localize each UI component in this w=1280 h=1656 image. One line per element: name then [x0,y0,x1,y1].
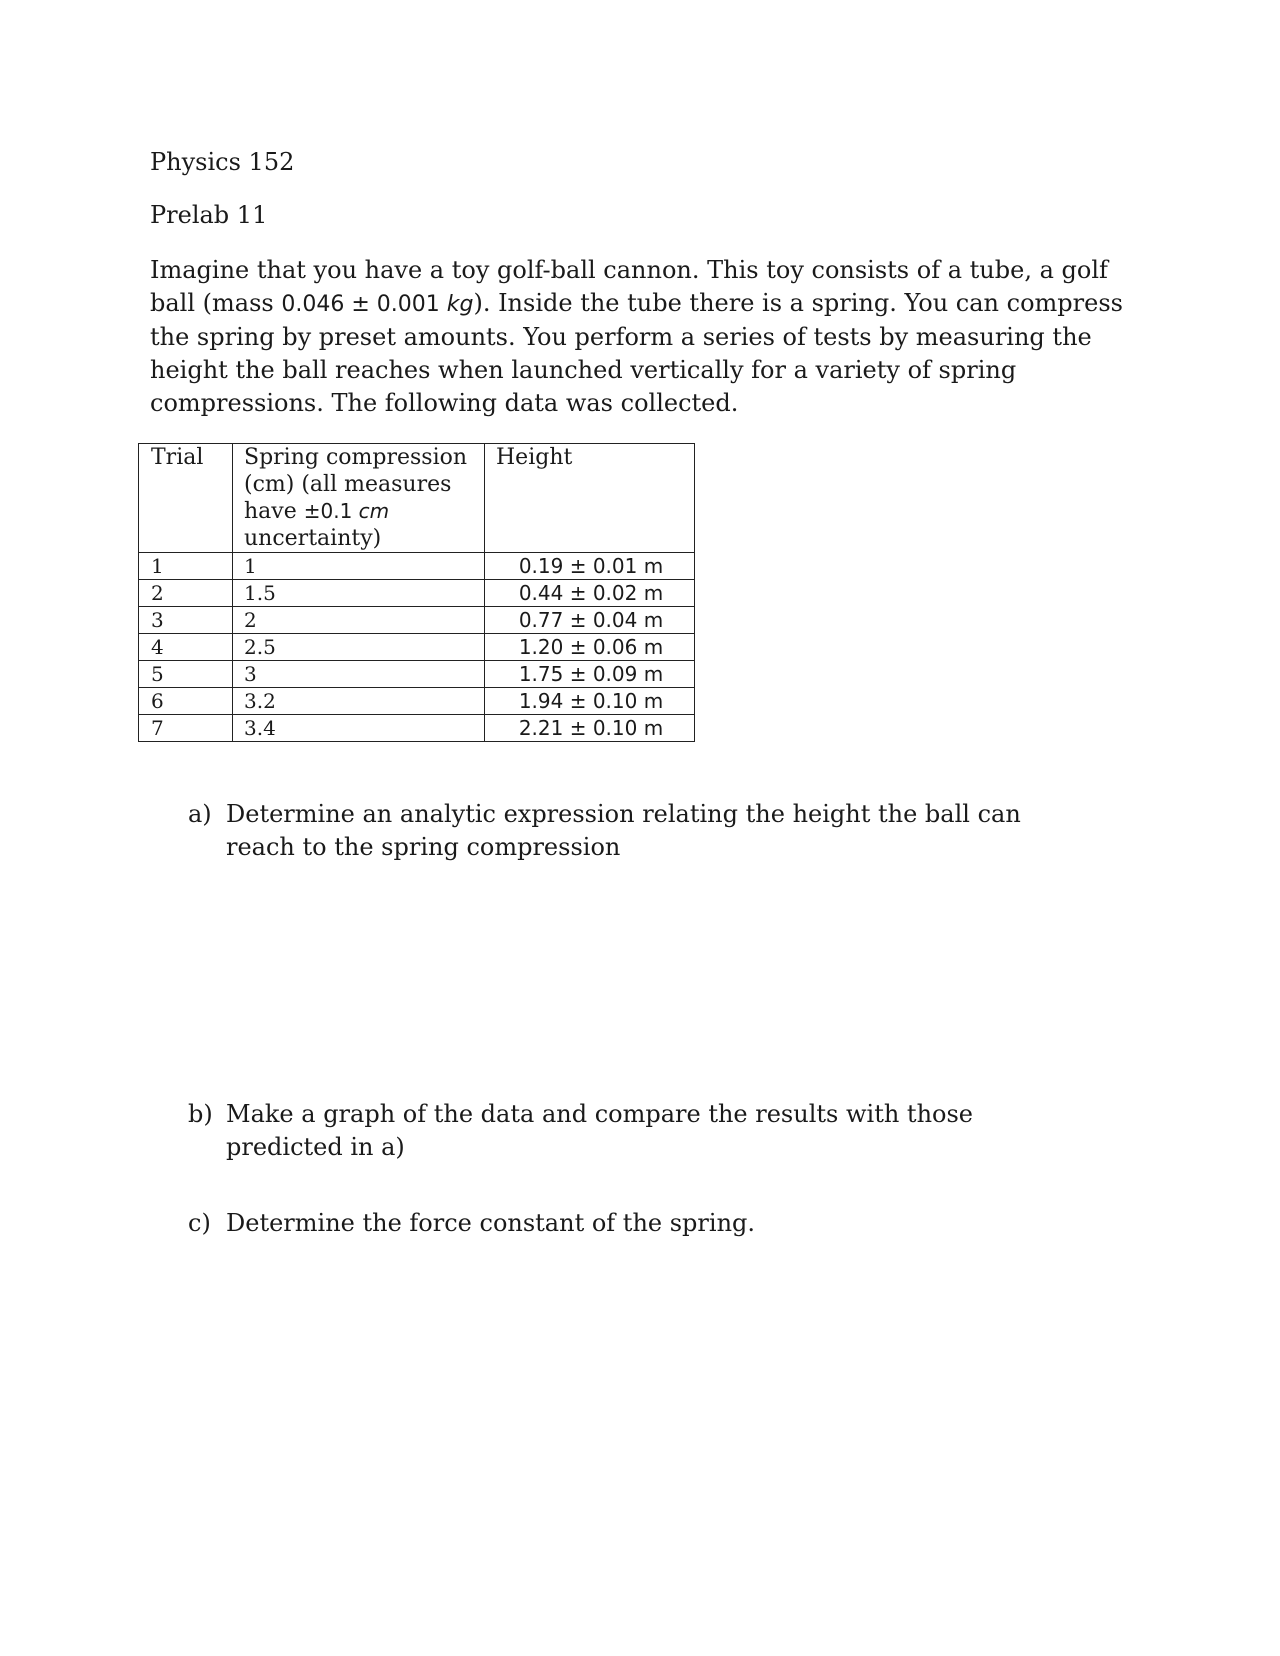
question-a-text: Determine an analytic expression relating the height the ball can reach to the spring compression [226,800,1021,861]
cell-height: 0.77 ± 0.04 m [485,607,695,634]
question-b [188,1098,1088,1164]
cell-trial: 1 [139,553,233,580]
table-row [139,715,695,742]
cell-height: 1.20 ± 0.06 m [485,634,695,661]
question-c-label: c) [188,1209,211,1237]
cell-height: 2.21 ± 0.10 m [485,715,695,742]
cell-height: 1.75 ± 0.09 m [485,661,695,688]
table-row [139,580,695,607]
question-c [188,1207,1088,1240]
header-height: Height [485,444,695,553]
question-c-text: Determine the force constant of the spring. [226,1209,756,1237]
table-row [139,661,695,688]
mass-value [281,292,473,317]
header-compression-line4: uncertainty) [244,526,382,551]
cell-height: 1.94 ± 0.10 m [485,688,695,715]
cell-compression: 3.2 [233,688,485,715]
header-compression-line3-prefix: have [244,499,304,524]
table-row [139,634,695,661]
cell-trial: 5 [139,661,233,688]
cell-compression: 1.5 [233,580,485,607]
question-b-label: b) [188,1100,213,1128]
header-compression-line3 [244,498,476,525]
cell-compression: 3.4 [233,715,485,742]
cell-trial: 2 [139,580,233,607]
question-b-text: Make a graph of the data and compare the results with those predicted in a) [226,1100,973,1161]
cell-trial: 4 [139,634,233,661]
intro-text-part1: Imagine that you have a toy golf-ball cannon. This toy consists of a tube, a golf ball (mass [150,256,1108,317]
cell-trial: 7 [139,715,233,742]
question-a-label: a) [188,800,212,828]
table-row [139,688,695,715]
header-compression-uncertainty-unit: cm [358,499,390,523]
mass-value-number: 0.046 ± 0.001 [281,292,447,317]
assignment-title: Prelab 11 [150,201,268,229]
table-row [139,553,695,580]
table-header-row [139,444,695,553]
header-compression [233,444,485,553]
cell-trial: 3 [139,607,233,634]
cell-compression: 3 [233,661,485,688]
header-compression-line2: (cm) (all measures [244,472,452,497]
data-table [138,443,695,742]
cell-compression: 2 [233,607,485,634]
course-title: Physics 152 [150,148,295,176]
question-a [188,798,1088,864]
header-trial: Trial [139,444,233,553]
cell-compression: 1 [233,553,485,580]
cell-trial: 6 [139,688,233,715]
intro-paragraph [150,254,1130,420]
header-compression-uncertainty: ±0.1 [303,499,359,523]
cell-compression: 2.5 [233,634,485,661]
table-row [139,607,695,634]
intro-text-part2: ). Inside the tube there is a spring. You can compress the spring by preset amounts. You perform a series of tests by measuring the height the ball reaches when launched vertically for a variety of spring compressions. The following data was collected. [150,289,1123,417]
header-compression-line1: Spring compression [244,445,468,470]
cell-height: 0.19 ± 0.01 m [485,553,695,580]
cell-height: 0.44 ± 0.02 m [485,580,695,607]
mass-unit: kg [446,292,474,317]
